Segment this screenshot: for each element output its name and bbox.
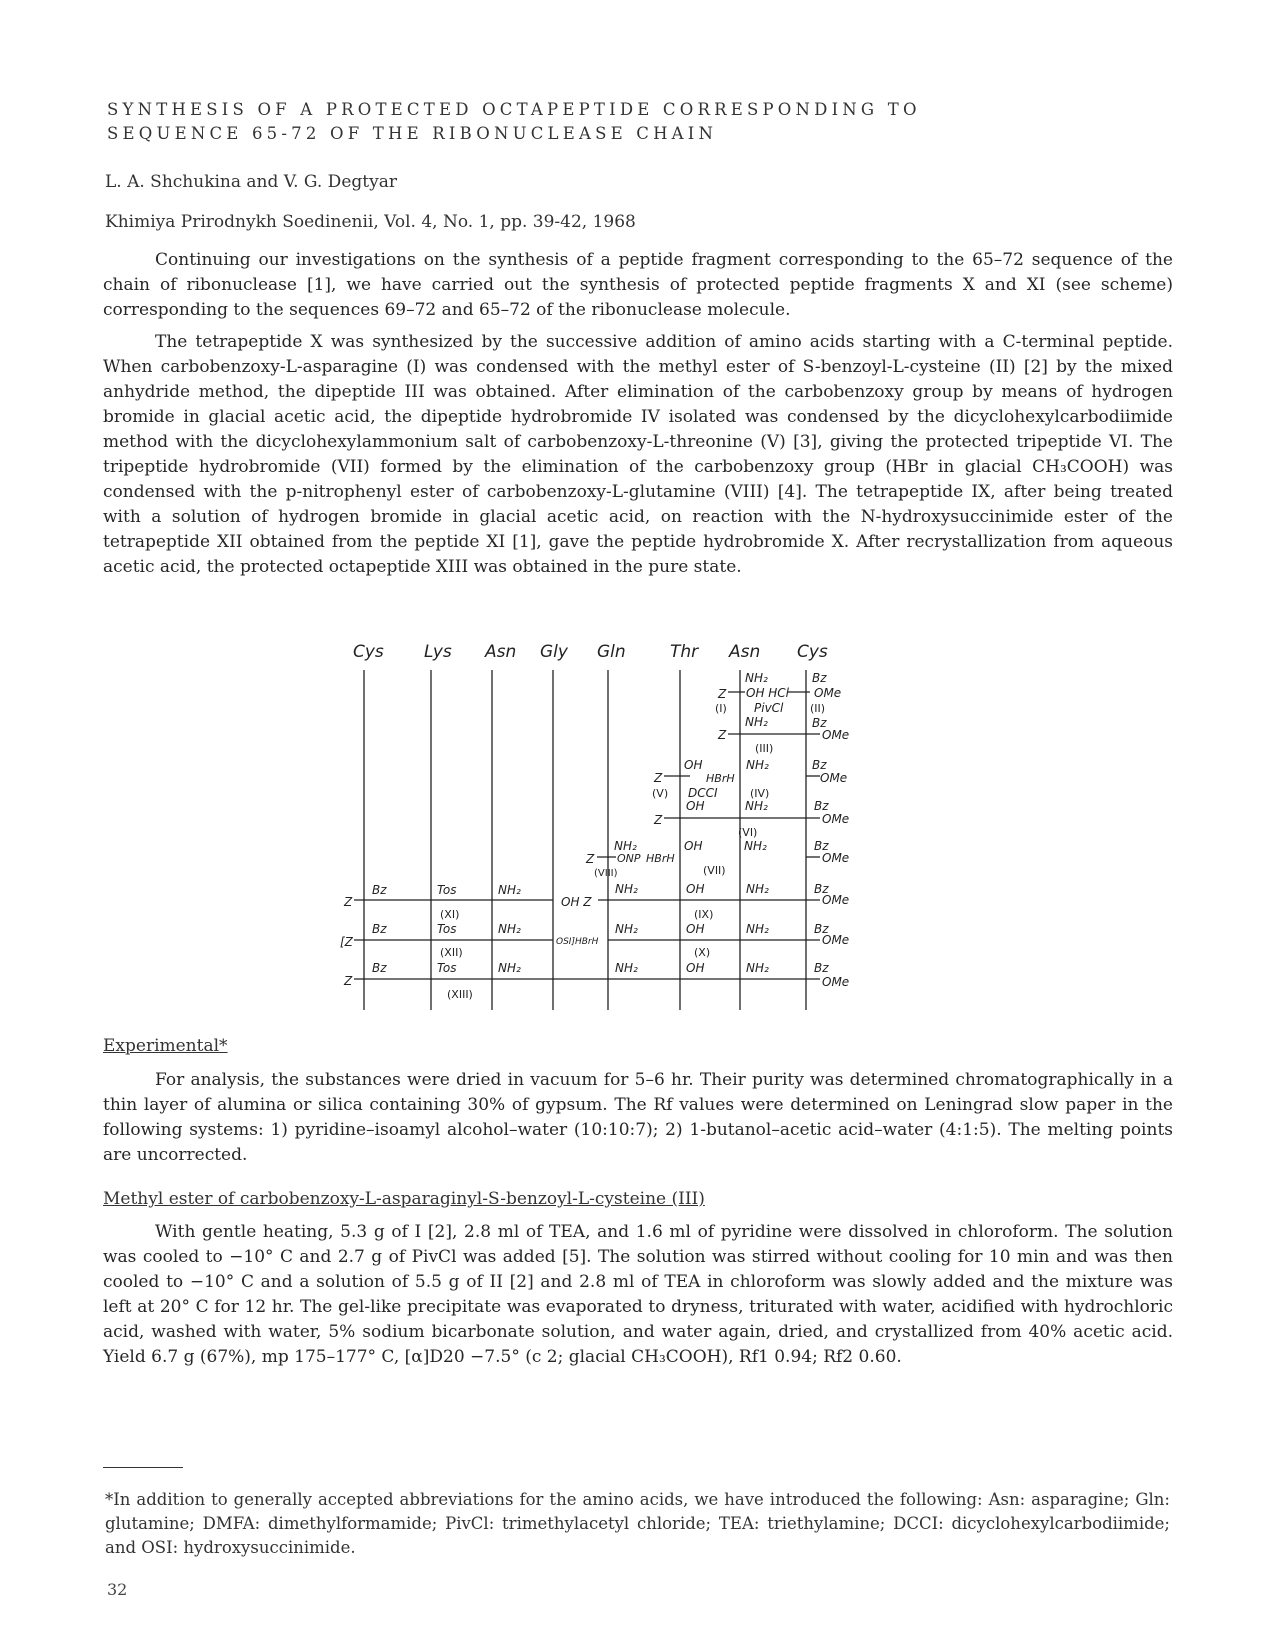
iv-ome: OMe (820, 771, 848, 785)
viii-num: (VIII) (594, 868, 618, 879)
x-oh: OH (686, 922, 705, 936)
footnote-rule (103, 1467, 183, 1468)
iii-nh2: NH₂ (745, 715, 768, 729)
viii-z: Z (586, 852, 595, 866)
x-num: (X) (694, 946, 711, 959)
ix-oh: OH (686, 882, 705, 896)
compound-iii-heading: Methyl ester of carbobenzoxy-L-asparaginyl-S-benzoyl-L-cysteine (III) (103, 1189, 705, 1209)
iii-z: Z (718, 728, 727, 742)
x-bz: Bz (372, 922, 387, 936)
ix-tos: Tos (437, 883, 457, 897)
iv-hbrh: HBrH (706, 772, 735, 785)
ix-nh2a: NH₂ (498, 883, 521, 897)
vi-num: (VI) (738, 826, 758, 839)
intro-paragraph-2: The tetrapeptide X was synthesized by the successive addition of amino acids starting with a C-terminal peptide. When carbobenzoxy-L-asparagine (I) was condensed with the methyl ester of S-benzoyl-L-cysteine (II) [2] by the mixed anhydride method, the dipeptide III was obtained. After elimination of the carbobenzoxy group by means of hydrogen bromide in glacial acetic acid, the dipeptide hydrobromide IV isolated was condensed by the dicyclohexylcarbodiimide method with the dicyclohexylammonium salt of carbobenzoxy-L-threonine (V) [3], giving the protected tripeptide VI. The tripeptide hydrobromide (VII) formed by the elimination of the carbobenzoxy group (HBr in glacial CH₃COOH) was condensed with the p-nitrophenyl ester of carbobenzoxy-L-glutamine (VIII) [4]. The tetrapeptide IX, after being treated with a solution of hydrogen bromide in glacial acetic acid, on reaction with the N-hydroxysuccinimide ester of the tetrapeptide XII obtained from the peptide XI [1], gave the peptide hydrobromide X. After recrystallization from aqueous acetic acid, the protected octapeptide XIII was obtained in the pure state. (103, 332, 1173, 577)
vi-ome: OMe (822, 812, 850, 826)
i-oh-hcl: OH HCl (746, 686, 790, 700)
footnote: *In addition to generally accepted abbreviations for the amino acids, we have introduced the following: Asn: asparagine; Gln: glutamine; DMFA: dimethylformamide; PivCl: trimethylacetyl chloride; TEA: triethylamine; DCCI: dicyclohexylcarbodiimide; and OSI: hydroxysuccinimide. (105, 1490, 1170, 1557)
col-asn-1: Asn (485, 642, 517, 662)
vii-nh2b: NH₂ (744, 839, 767, 853)
ix-ohz: OH Z (561, 895, 592, 909)
page-number: 32 (107, 1580, 128, 1599)
ii-num: (II) (810, 702, 826, 715)
col-cys-2: Cys (797, 642, 828, 662)
ix-nh2c: NH₂ (746, 882, 769, 896)
xiii-num: (XIII) (447, 988, 473, 1001)
iv-oh: OH (684, 758, 703, 772)
x-tos: Tos (437, 922, 457, 936)
x-osi: OSI]HBrH (556, 937, 599, 947)
experimental-paragraph: For analysis, the substances were dried in vacuum for 5–6 hr. Their purity was determined chromatographically in a thin layer of alumina or silica containing 30% of gypsum. The Rf values were determined on Leningrad slow paper in the following systems: 1) pyridine–isoamyl alcohol–water (10:10:7); 2) 1-butanol–acetic acid–water (4:1:5). The melting points are uncorrected. (103, 1070, 1173, 1165)
x-ome: OMe (822, 933, 850, 947)
xiii-ome: OMe (822, 975, 850, 989)
vi-nh2: NH₂ (745, 799, 768, 813)
iii-ome: OMe (822, 728, 850, 742)
ix-bz: Bz (372, 883, 387, 897)
col-gly: Gly (540, 642, 568, 662)
dcci: DCCI (688, 786, 718, 800)
col-lys: Lys (424, 642, 452, 662)
xiii-nh2b: NH₂ (615, 961, 638, 975)
iv-num: (IV) (750, 787, 770, 800)
ix-z: Z (344, 895, 353, 909)
iii-bz: Bz (812, 716, 827, 730)
xiii-bz: Bz (372, 961, 387, 975)
iv-bz: Bz (812, 758, 827, 772)
intro-paragraph-1: Continuing our investigations on the synthesis of a peptide fragment corresponding to the 65–72 sequence of the chain of ribonuclease [1], we have carried out the synthesis of protected peptide fragments X and XI (see scheme) corresponding to the sequences 69–72 and 65–72 of the ribonuclease molecule. (103, 250, 1173, 320)
i-z: Z (718, 687, 727, 701)
vii-nh2a: NH₂ (614, 839, 637, 853)
xiii-tos: Tos (437, 961, 457, 975)
col-asn-2: Asn (729, 642, 761, 662)
xiii-oh: OH (686, 961, 705, 975)
authors: L. A. Shchukina and V. G. Degtyar (105, 172, 397, 192)
x-nh2a: NH₂ (498, 922, 521, 936)
xii-num: (XII) (440, 946, 463, 959)
experimental-heading: Experimental* (103, 1036, 228, 1056)
x-z: [Z (340, 935, 353, 949)
col-cys-1: Cys (353, 642, 384, 662)
ix-num: (IX) (694, 908, 714, 921)
ix-ome: OMe (822, 893, 850, 907)
vii-oh: OH (684, 839, 703, 853)
v-num: (V) (652, 787, 669, 800)
vi-z: Z (654, 813, 663, 827)
ii-bz: Bz (812, 671, 827, 685)
viii-hbrh: HBrH (646, 852, 675, 865)
ii-ome: OMe (814, 686, 842, 700)
ix-nh2b: NH₂ (615, 882, 638, 896)
i-pivcl: PivCl (754, 701, 784, 715)
xiii-bz2: Bz (814, 961, 829, 975)
vi-bz: Bz (814, 799, 829, 813)
citation: Khimiya Prirodnykh Soedinenii, Vol. 4, No. 1, pp. 39-42, 1968 (105, 212, 636, 232)
ix-bz2: Bz (814, 882, 829, 896)
title-line-2: SEQUENCE 65-72 OF THE RIBONUCLEASE CHAIN (107, 124, 718, 143)
col-gln: Gln (597, 642, 626, 662)
viii-onp: ONP (617, 852, 641, 865)
vii-num: (VII) (703, 864, 726, 877)
x-nh2c: NH₂ (746, 922, 769, 936)
iii-num: (III) (755, 742, 774, 755)
x-bz2: Bz (814, 922, 829, 936)
compound-iii-paragraph: With gentle heating, 5.3 g of I [2], 2.8 ml of TEA, and 1.6 ml of pyridine were dissolved in chloroform. The solution was cooled to −10° C and 2.7 g of PivCl was added [5]. The solution was stirred without cooling for 10 min and was then cooled to −10° C and a solution of 5.5 g of II [2] and 2.8 ml of TEA in chloroform was slowly added and the mixture was left at 20° C for 12 hr. The gel-like precipitate was evaporated to dryness, triturated with water, acidified with hydrochloric acid, washed with water, 5% sodium bicarbonate solution, and water again, dried, and crystallized from 40% acetic acid. Yield 6.7 g (67%), mp 175–177° C, [α]D20 −7.5° (c 2; glacial CH₃COOH), Rf1 0.94; Rf2 0.60. (103, 1222, 1173, 1367)
vii-ome: OMe (822, 851, 850, 865)
title-line-1: SYNTHESIS OF A PROTECTED OCTAPEPTIDE CORRESPONDING TO (107, 100, 921, 119)
xiii-z: Z (344, 974, 353, 988)
i-nh2: NH₂ (745, 671, 768, 685)
xi-num: (XI) (440, 908, 460, 921)
i-num: (I) (715, 702, 727, 715)
x-nh2b: NH₂ (615, 922, 638, 936)
xiii-nh2a: NH₂ (498, 961, 521, 975)
iv-z: Z (654, 771, 663, 785)
col-thr: Thr (670, 642, 699, 662)
xiii-nh2c: NH₂ (746, 961, 769, 975)
iv-nh2: NH₂ (746, 758, 769, 772)
vii-bz: Bz (814, 839, 829, 853)
vi-oh: OH (686, 799, 705, 813)
